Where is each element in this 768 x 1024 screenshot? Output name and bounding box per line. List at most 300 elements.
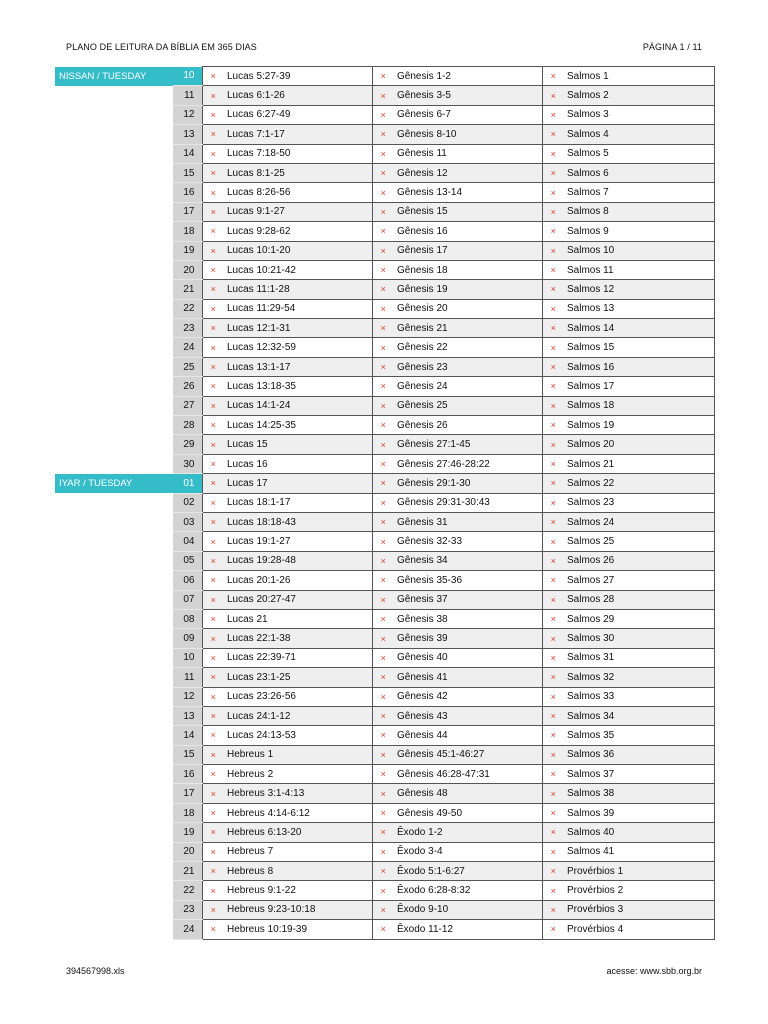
reading-reference: Salmos 3: [564, 105, 714, 124]
check-mark-icon[interactable]: ×: [202, 357, 224, 376]
check-mark-icon[interactable]: ×: [372, 67, 394, 86]
check-mark-icon[interactable]: ×: [202, 416, 224, 435]
reading-reference: Salmos 5: [564, 144, 714, 163]
check-mark-icon[interactable]: ×: [202, 319, 224, 338]
day-number: 02: [173, 493, 202, 512]
check-mark-icon[interactable]: ×: [542, 280, 564, 299]
reading-reference: Lucas 18:18-43: [224, 512, 372, 531]
month-label: NISSAN / TUESDAY: [55, 67, 173, 86]
day-number: 04: [173, 532, 202, 551]
check-mark-icon[interactable]: ×: [372, 280, 394, 299]
table-row: [55, 590, 714, 609]
check-mark-icon[interactable]: ×: [202, 377, 224, 396]
day-number: 22: [173, 299, 202, 318]
check-mark-icon[interactable]: ×: [542, 745, 564, 764]
check-mark-icon[interactable]: ×: [542, 706, 564, 725]
table-row: [55, 280, 714, 299]
check-mark-icon[interactable]: ×: [542, 920, 564, 939]
check-mark-icon[interactable]: ×: [372, 105, 394, 124]
reading-reference: Gênesis 21: [394, 319, 542, 338]
check-mark-icon[interactable]: ×: [202, 183, 224, 202]
month-label: [55, 416, 173, 435]
check-mark-icon[interactable]: ×: [372, 163, 394, 182]
day-number: 24: [173, 920, 202, 939]
check-mark-icon[interactable]: ×: [202, 532, 224, 551]
check-mark-icon[interactable]: ×: [202, 784, 224, 803]
check-mark-icon[interactable]: ×: [202, 280, 224, 299]
day-number: 19: [173, 241, 202, 260]
check-mark-icon[interactable]: ×: [542, 571, 564, 590]
month-label: [55, 590, 173, 609]
reading-reference: Gênesis 25: [394, 396, 542, 415]
reading-reference: Salmos 19: [564, 416, 714, 435]
check-mark-icon[interactable]: ×: [202, 609, 224, 628]
check-mark-icon[interactable]: ×: [372, 512, 394, 531]
check-mark-icon[interactable]: ×: [372, 474, 394, 493]
day-number: 23: [173, 319, 202, 338]
reading-reference: Gênesis 24: [394, 377, 542, 396]
check-mark-icon[interactable]: ×: [542, 435, 564, 454]
reading-reference: Gênesis 46:28-47:31: [394, 765, 542, 784]
check-mark-icon[interactable]: ×: [542, 532, 564, 551]
reading-reference: Provérbios 4: [564, 920, 714, 939]
month-label: [55, 629, 173, 648]
check-mark-icon[interactable]: ×: [542, 260, 564, 279]
month-label: [55, 726, 173, 745]
check-mark-icon[interactable]: ×: [542, 687, 564, 706]
check-mark-icon[interactable]: ×: [202, 144, 224, 163]
check-mark-icon[interactable]: ×: [542, 881, 564, 900]
check-mark-icon[interactable]: ×: [372, 920, 394, 939]
reading-reference: Gênesis 19: [394, 280, 542, 299]
reading-reference: Gênesis 48: [394, 784, 542, 803]
check-mark-icon[interactable]: ×: [542, 125, 564, 144]
month-label: [55, 319, 173, 338]
day-number: 24: [173, 338, 202, 357]
check-mark-icon[interactable]: ×: [372, 357, 394, 376]
check-mark-icon[interactable]: ×: [542, 86, 564, 105]
table-row: [55, 125, 714, 144]
check-mark-icon[interactable]: ×: [542, 823, 564, 842]
check-mark-icon[interactable]: ×: [372, 648, 394, 667]
check-mark-icon[interactable]: ×: [202, 67, 224, 86]
check-mark-icon[interactable]: ×: [542, 202, 564, 221]
check-mark-icon[interactable]: ×: [372, 609, 394, 628]
reading-reference: Hebreus 10:19-39: [224, 920, 372, 939]
reading-reference: Salmos 27: [564, 571, 714, 590]
check-mark-icon[interactable]: ×: [202, 842, 224, 861]
reading-reference: Salmos 4: [564, 125, 714, 144]
site-link[interactable]: acesse: www.sbb.org.br: [606, 966, 702, 976]
table-row: [55, 222, 714, 241]
check-mark-icon[interactable]: ×: [372, 726, 394, 745]
check-mark-icon[interactable]: ×: [372, 377, 394, 396]
check-mark-icon[interactable]: ×: [372, 260, 394, 279]
check-mark-icon[interactable]: ×: [542, 454, 564, 473]
check-mark-icon[interactable]: ×: [542, 765, 564, 784]
reading-reference: Salmos 12: [564, 280, 714, 299]
reading-reference: Hebreus 8: [224, 862, 372, 881]
check-mark-icon[interactable]: ×: [202, 900, 224, 919]
check-mark-icon[interactable]: ×: [372, 668, 394, 687]
check-mark-icon[interactable]: ×: [542, 862, 564, 881]
month-label: [55, 920, 173, 939]
month-label: [55, 105, 173, 124]
month-label: [55, 862, 173, 881]
month-label: [55, 222, 173, 241]
reading-reference: Lucas 12:32-59: [224, 338, 372, 357]
month-label: [55, 687, 173, 706]
check-mark-icon[interactable]: ×: [542, 842, 564, 861]
day-number: 18: [173, 222, 202, 241]
reading-reference: Hebreus 9:23-10:18: [224, 900, 372, 919]
day-number: 16: [173, 183, 202, 202]
reading-reference: Lucas 13:1-17: [224, 357, 372, 376]
check-mark-icon[interactable]: ×: [372, 745, 394, 764]
check-mark-icon[interactable]: ×: [202, 260, 224, 279]
reading-reference: Lucas 19:1-27: [224, 532, 372, 551]
reading-reference: Gênesis 42: [394, 687, 542, 706]
check-mark-icon[interactable]: ×: [542, 803, 564, 822]
check-mark-icon[interactable]: ×: [542, 551, 564, 570]
table-row: [55, 338, 714, 357]
reading-reference: Salmos 6: [564, 163, 714, 182]
reading-reference: Gênesis 49-50: [394, 803, 542, 822]
check-mark-icon[interactable]: ×: [372, 396, 394, 415]
reading-reference: Lucas 20:27-47: [224, 590, 372, 609]
check-mark-icon[interactable]: ×: [542, 338, 564, 357]
reading-reference: Lucas 15: [224, 435, 372, 454]
check-mark-icon[interactable]: ×: [542, 222, 564, 241]
check-mark-icon[interactable]: ×: [202, 493, 224, 512]
check-mark-icon[interactable]: ×: [202, 803, 224, 822]
check-mark-icon[interactable]: ×: [372, 454, 394, 473]
reading-reference: Lucas 14:25-35: [224, 416, 372, 435]
reading-reference: Lucas 17: [224, 474, 372, 493]
reading-reference: Hebreus 6:13-20: [224, 823, 372, 842]
reading-reference: Lucas 16: [224, 454, 372, 473]
reading-reference: Salmos 9: [564, 222, 714, 241]
reading-reference: Salmos 24: [564, 512, 714, 531]
check-mark-icon[interactable]: ×: [202, 571, 224, 590]
table-row: [55, 629, 714, 648]
day-number: 25: [173, 357, 202, 376]
check-mark-icon[interactable]: ×: [372, 202, 394, 221]
month-label: [55, 571, 173, 590]
check-mark-icon[interactable]: ×: [372, 493, 394, 512]
reading-reference: Salmos 15: [564, 338, 714, 357]
day-number: 20: [173, 842, 202, 861]
check-mark-icon[interactable]: ×: [542, 512, 564, 531]
reading-reference: Gênesis 38: [394, 609, 542, 628]
reading-reference: Gênesis 11: [394, 144, 542, 163]
reading-reference: Gênesis 35-36: [394, 571, 542, 590]
table-row: [55, 67, 714, 86]
check-mark-icon[interactable]: ×: [372, 241, 394, 260]
reading-reference: Salmos 2: [564, 86, 714, 105]
check-mark-icon[interactable]: ×: [542, 144, 564, 163]
reading-reference: Lucas 12:1-31: [224, 319, 372, 338]
month-label: [55, 260, 173, 279]
month-label: [55, 241, 173, 260]
check-mark-icon[interactable]: ×: [372, 590, 394, 609]
reading-reference: Gênesis 32-33: [394, 532, 542, 551]
check-mark-icon[interactable]: ×: [372, 803, 394, 822]
reading-reference: Gênesis 26: [394, 416, 542, 435]
check-mark-icon[interactable]: ×: [202, 706, 224, 725]
check-mark-icon[interactable]: ×: [372, 435, 394, 454]
reading-reference: Lucas 19:28-48: [224, 551, 372, 570]
table-row: [55, 183, 714, 202]
reading-reference: Gênesis 27:46-28:22: [394, 454, 542, 473]
table-row: [55, 357, 714, 376]
reading-reference: Salmos 10: [564, 241, 714, 260]
reading-reference: Gênesis 43: [394, 706, 542, 725]
table-row: [55, 202, 714, 221]
check-mark-icon[interactable]: ×: [542, 241, 564, 260]
reading-reference: Lucas 8:1-25: [224, 163, 372, 182]
reading-reference: Hebreus 7: [224, 842, 372, 861]
table-row: [55, 920, 714, 939]
day-number: 09: [173, 629, 202, 648]
check-mark-icon[interactable]: ×: [542, 668, 564, 687]
check-mark-icon[interactable]: ×: [542, 357, 564, 376]
check-mark-icon[interactable]: ×: [372, 183, 394, 202]
reading-reference: Gênesis 22: [394, 338, 542, 357]
reading-reference: Gênesis 45:1-46:27: [394, 745, 542, 764]
file-name: 394567998.xls: [66, 966, 125, 976]
day-number: 14: [173, 144, 202, 163]
check-mark-icon[interactable]: ×: [542, 726, 564, 745]
table-row: [55, 474, 714, 493]
check-mark-icon[interactable]: ×: [372, 86, 394, 105]
check-mark-icon[interactable]: ×: [372, 571, 394, 590]
reading-reference: Salmos 16: [564, 357, 714, 376]
reading-reference: Êxodo 1-2: [394, 823, 542, 842]
reading-reference: Gênesis 37: [394, 590, 542, 609]
check-mark-icon[interactable]: ×: [202, 338, 224, 357]
check-mark-icon[interactable]: ×: [372, 144, 394, 163]
check-mark-icon[interactable]: ×: [372, 687, 394, 706]
check-mark-icon[interactable]: ×: [542, 377, 564, 396]
day-number: 29: [173, 435, 202, 454]
reading-reference: Hebreus 9:1-22: [224, 881, 372, 900]
check-mark-icon[interactable]: ×: [202, 222, 224, 241]
table-row: [55, 144, 714, 163]
reading-reference: Lucas 18:1-17: [224, 493, 372, 512]
check-mark-icon[interactable]: ×: [372, 784, 394, 803]
month-label: [55, 668, 173, 687]
month-label: [55, 532, 173, 551]
reading-reference: Provérbios 1: [564, 862, 714, 881]
check-mark-icon[interactable]: ×: [202, 745, 224, 764]
month-label: [55, 299, 173, 318]
day-number: 17: [173, 784, 202, 803]
check-mark-icon[interactable]: ×: [372, 881, 394, 900]
check-mark-icon[interactable]: ×: [202, 299, 224, 318]
check-mark-icon[interactable]: ×: [202, 862, 224, 881]
table-row: [55, 765, 714, 784]
month-label: [55, 125, 173, 144]
check-mark-icon[interactable]: ×: [372, 765, 394, 784]
check-mark-icon[interactable]: ×: [372, 842, 394, 861]
reading-reference: Salmos 22: [564, 474, 714, 493]
table-row: [55, 862, 714, 881]
reading-reference: Lucas 6:27-49: [224, 105, 372, 124]
reading-reference: Salmos 36: [564, 745, 714, 764]
month-label: [55, 648, 173, 667]
reading-reference: Hebreus 2: [224, 765, 372, 784]
reading-reference: Salmos 29: [564, 609, 714, 628]
day-number: 13: [173, 125, 202, 144]
reading-reference: Lucas 10:1-20: [224, 241, 372, 260]
check-mark-icon[interactable]: ×: [542, 163, 564, 182]
check-mark-icon[interactable]: ×: [202, 202, 224, 221]
check-mark-icon[interactable]: ×: [372, 532, 394, 551]
reading-reference: Gênesis 41: [394, 668, 542, 687]
table-row: [55, 105, 714, 124]
check-mark-icon[interactable]: ×: [542, 105, 564, 124]
table-row: [55, 726, 714, 745]
month-label: [55, 900, 173, 919]
day-number: 27: [173, 396, 202, 415]
day-number: 11: [173, 668, 202, 687]
month-label: [55, 551, 173, 570]
month-label: [55, 803, 173, 822]
check-mark-icon[interactable]: ×: [542, 396, 564, 415]
reading-reference: Salmos 26: [564, 551, 714, 570]
check-mark-icon[interactable]: ×: [372, 416, 394, 435]
check-mark-icon[interactable]: ×: [202, 765, 224, 784]
check-mark-icon[interactable]: ×: [202, 512, 224, 531]
reading-reference: Êxodo 9-10: [394, 900, 542, 919]
check-mark-icon[interactable]: ×: [202, 726, 224, 745]
page-number: PÁGINA 1 / 11: [642, 42, 702, 52]
check-mark-icon[interactable]: ×: [372, 319, 394, 338]
check-mark-icon[interactable]: ×: [202, 105, 224, 124]
day-number: 05: [173, 551, 202, 570]
reading-reference: Lucas 5:27-39: [224, 67, 372, 86]
table-row: [55, 803, 714, 822]
reading-reference: Gênesis 17: [394, 241, 542, 260]
reading-reference: Hebreus 3:1-4:13: [224, 784, 372, 803]
reading-reference: Gênesis 20: [394, 299, 542, 318]
check-mark-icon[interactable]: ×: [202, 396, 224, 415]
check-mark-icon[interactable]: ×: [202, 551, 224, 570]
check-mark-icon[interactable]: ×: [202, 668, 224, 687]
check-mark-icon[interactable]: ×: [202, 435, 224, 454]
check-mark-icon[interactable]: ×: [202, 454, 224, 473]
check-mark-icon[interactable]: ×: [372, 222, 394, 241]
reading-reference: Lucas 24:13-53: [224, 726, 372, 745]
day-number: 14: [173, 726, 202, 745]
check-mark-icon[interactable]: ×: [202, 241, 224, 260]
check-mark-icon[interactable]: ×: [372, 862, 394, 881]
reading-reference: Êxodo 11-12: [394, 920, 542, 939]
month-label: [55, 881, 173, 900]
check-mark-icon[interactable]: ×: [202, 687, 224, 706]
reading-reference: Salmos 31: [564, 648, 714, 667]
check-mark-icon[interactable]: ×: [372, 551, 394, 570]
reading-reference: Salmos 21: [564, 454, 714, 473]
check-mark-icon[interactable]: ×: [202, 590, 224, 609]
reading-reference: Gênesis 16: [394, 222, 542, 241]
check-mark-icon[interactable]: ×: [542, 319, 564, 338]
reading-reference: Salmos 35: [564, 726, 714, 745]
day-number: 12: [173, 105, 202, 124]
check-mark-icon[interactable]: ×: [202, 920, 224, 939]
reading-reference: Salmos 7: [564, 183, 714, 202]
check-mark-icon[interactable]: ×: [372, 823, 394, 842]
table-row: [55, 823, 714, 842]
reading-reference: Salmos 25: [564, 532, 714, 551]
reading-reference: Lucas 10:21-42: [224, 260, 372, 279]
check-mark-icon[interactable]: ×: [202, 125, 224, 144]
check-mark-icon[interactable]: ×: [542, 609, 564, 628]
check-mark-icon[interactable]: ×: [202, 629, 224, 648]
reading-reference: Gênesis 27:1-45: [394, 435, 542, 454]
reading-reference: Provérbios 3: [564, 900, 714, 919]
reading-reference: Salmos 18: [564, 396, 714, 415]
check-mark-icon[interactable]: ×: [372, 900, 394, 919]
day-number: 19: [173, 823, 202, 842]
table-row: [55, 493, 714, 512]
check-mark-icon[interactable]: ×: [202, 881, 224, 900]
check-mark-icon[interactable]: ×: [202, 163, 224, 182]
day-number: 12: [173, 687, 202, 706]
check-mark-icon[interactable]: ×: [372, 629, 394, 648]
reading-reference: Salmos 17: [564, 377, 714, 396]
check-mark-icon[interactable]: ×: [372, 338, 394, 357]
table-row: [55, 163, 714, 182]
check-mark-icon[interactable]: ×: [202, 474, 224, 493]
reading-plan-table: [55, 66, 715, 940]
check-mark-icon[interactable]: ×: [372, 125, 394, 144]
reading-reference: Lucas 22:1-38: [224, 629, 372, 648]
check-mark-icon[interactable]: ×: [542, 416, 564, 435]
reading-reference: Gênesis 8-10: [394, 125, 542, 144]
reading-reference: Salmos 14: [564, 319, 714, 338]
check-mark-icon[interactable]: ×: [542, 900, 564, 919]
check-mark-icon[interactable]: ×: [542, 183, 564, 202]
month-label: [55, 823, 173, 842]
month-label: [55, 338, 173, 357]
month-label: [55, 280, 173, 299]
reading-reference: Salmos 1: [564, 67, 714, 86]
reading-reference: Provérbios 2: [564, 881, 714, 900]
check-mark-icon[interactable]: ×: [202, 648, 224, 667]
check-mark-icon[interactable]: ×: [372, 706, 394, 725]
check-mark-icon[interactable]: ×: [202, 86, 224, 105]
check-mark-icon[interactable]: ×: [542, 67, 564, 86]
reading-reference: Salmos 23: [564, 493, 714, 512]
day-number: 16: [173, 765, 202, 784]
check-mark-icon[interactable]: ×: [542, 493, 564, 512]
table-row: [55, 299, 714, 318]
check-mark-icon[interactable]: ×: [372, 299, 394, 318]
day-number: 22: [173, 881, 202, 900]
day-number: 10: [173, 648, 202, 667]
check-mark-icon[interactable]: ×: [542, 474, 564, 493]
check-mark-icon[interactable]: ×: [542, 629, 564, 648]
check-mark-icon[interactable]: ×: [542, 784, 564, 803]
month-label: [55, 163, 173, 182]
check-mark-icon[interactable]: ×: [542, 299, 564, 318]
check-mark-icon[interactable]: ×: [542, 590, 564, 609]
check-mark-icon[interactable]: ×: [202, 823, 224, 842]
check-mark-icon[interactable]: ×: [542, 648, 564, 667]
reading-reference: Gênesis 15: [394, 202, 542, 221]
